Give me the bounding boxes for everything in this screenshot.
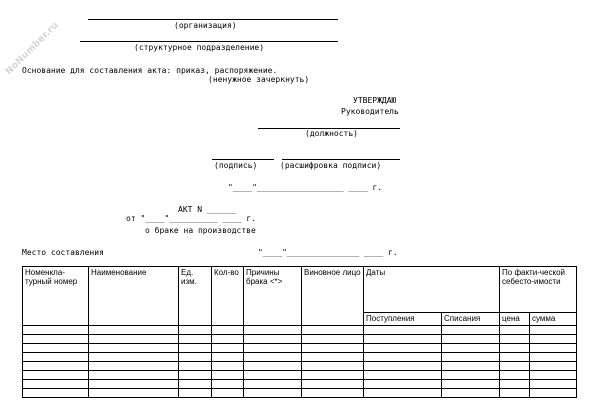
table-cell [244, 326, 302, 335]
approve-role: Руководитель [341, 107, 399, 116]
col-dates: Даты [364, 267, 500, 313]
place-label: Место составления [22, 248, 104, 257]
table-cell [302, 380, 364, 389]
organization-label: (организация) [174, 21, 237, 30]
col-nomenclature: Номенкла-турный номер [23, 267, 89, 326]
table-cell [23, 335, 89, 344]
decode-label: (расшифровка подписи) [280, 161, 382, 170]
col-received: Поступления [364, 313, 442, 326]
organization-line [88, 19, 338, 20]
table-cell [442, 335, 500, 344]
table-cell [500, 362, 530, 371]
table-cell [179, 353, 212, 362]
table-cell [500, 344, 530, 353]
table-cell [302, 362, 364, 371]
table-cell [89, 335, 179, 344]
table-cell [212, 389, 244, 398]
decode-line [282, 159, 400, 160]
act-number: АКТ N ______ [178, 205, 236, 214]
table-cell [23, 380, 89, 389]
col-qty: Кол-во [212, 267, 244, 326]
table-cell [302, 326, 364, 335]
basis-text: Основание для составления акта: приказ, распоряжение. [22, 66, 278, 75]
table-row [23, 344, 577, 353]
table-cell [244, 344, 302, 353]
table-cell [530, 344, 577, 353]
table-cell [442, 326, 500, 335]
table-cell [500, 353, 530, 362]
col-written-off: Списания [442, 313, 500, 326]
table-cell [530, 389, 577, 398]
table-cell [23, 389, 89, 398]
department-label: (структурное подразделение) [134, 43, 265, 52]
approve-date: "____"__________________ ____ г. [228, 183, 383, 192]
table-cell [364, 335, 442, 344]
basis-note: (ненужное зачеркнуть) [208, 75, 310, 84]
table-cell [442, 362, 500, 371]
table-cell [212, 371, 244, 380]
col-reasons: Причины брака <*> [244, 267, 302, 326]
department-line [80, 41, 338, 42]
act-subject: о браке на производстве [145, 226, 256, 235]
table-cell [500, 371, 530, 380]
table-cell [89, 371, 179, 380]
table-cell [442, 371, 500, 380]
table-cell [244, 353, 302, 362]
table-cell [179, 389, 212, 398]
table-cell [530, 362, 577, 371]
table-cell [442, 389, 500, 398]
table-cell [302, 344, 364, 353]
col-cost: По факти-ческой себесто-имости [500, 267, 577, 313]
table-cell [212, 353, 244, 362]
table-cell [89, 380, 179, 389]
table-cell [364, 353, 442, 362]
table-cell [23, 371, 89, 380]
table-cell [179, 326, 212, 335]
table-cell [500, 389, 530, 398]
act-date: от "____"__________ ____ г. [126, 214, 257, 223]
table-cell [89, 362, 179, 371]
table-cell [179, 335, 212, 344]
table-cell [530, 371, 577, 380]
col-guilty: Виновное лицо [302, 267, 364, 326]
table-cell [500, 335, 530, 344]
watermark: NoNumber.ru [4, 20, 61, 78]
table-cell [364, 389, 442, 398]
position-label: (должность) [305, 129, 358, 138]
table-cell [364, 344, 442, 353]
approve-title: УТВЕРЖДАЮ [353, 96, 397, 105]
signature-line [212, 159, 274, 160]
table-row [23, 371, 577, 380]
table-row [23, 335, 577, 344]
table-row [23, 389, 577, 398]
table-cell [530, 380, 577, 389]
table-cell [179, 362, 212, 371]
table-cell [302, 335, 364, 344]
table-cell [244, 389, 302, 398]
place-date: "____"_______________ ____ г. [258, 248, 398, 257]
table-cell [89, 353, 179, 362]
table-cell [212, 380, 244, 389]
table-cell [89, 326, 179, 335]
table-cell [179, 380, 212, 389]
signature-label: (подпись) [214, 161, 258, 170]
table-cell [89, 389, 179, 398]
table-cell [442, 353, 500, 362]
col-price: цена [500, 313, 530, 326]
table-cell [244, 335, 302, 344]
table-cell [212, 326, 244, 335]
table-cell [244, 371, 302, 380]
table-cell [442, 380, 500, 389]
table-cell [364, 371, 442, 380]
table-row [23, 362, 577, 371]
table-cell [23, 353, 89, 362]
table-cell [530, 353, 577, 362]
table-row [23, 353, 577, 362]
table-cell [302, 371, 364, 380]
defect-table [22, 266, 577, 398]
col-name: Наименование [89, 267, 179, 326]
table-cell [89, 344, 179, 353]
table-cell [364, 326, 442, 335]
table-cell [302, 353, 364, 362]
table-row [23, 326, 577, 335]
table-cell [364, 380, 442, 389]
table-cell [179, 371, 212, 380]
table-cell [302, 389, 364, 398]
table-cell [23, 326, 89, 335]
table-cell [530, 326, 577, 335]
table-cell [212, 335, 244, 344]
table-cell [212, 362, 244, 371]
table-cell [244, 380, 302, 389]
table-cell [500, 326, 530, 335]
table-cell [23, 362, 89, 371]
table-cell [364, 362, 442, 371]
table-cell [442, 344, 500, 353]
table-cell [500, 380, 530, 389]
col-sum: сумма [530, 313, 577, 326]
table-cell [179, 344, 212, 353]
table-cell [212, 344, 244, 353]
table-cell [244, 362, 302, 371]
table-cell [530, 335, 577, 344]
col-unit: Ед. изм. [179, 267, 212, 326]
table-body [23, 326, 577, 398]
table-cell [23, 344, 89, 353]
table-row [23, 380, 577, 389]
